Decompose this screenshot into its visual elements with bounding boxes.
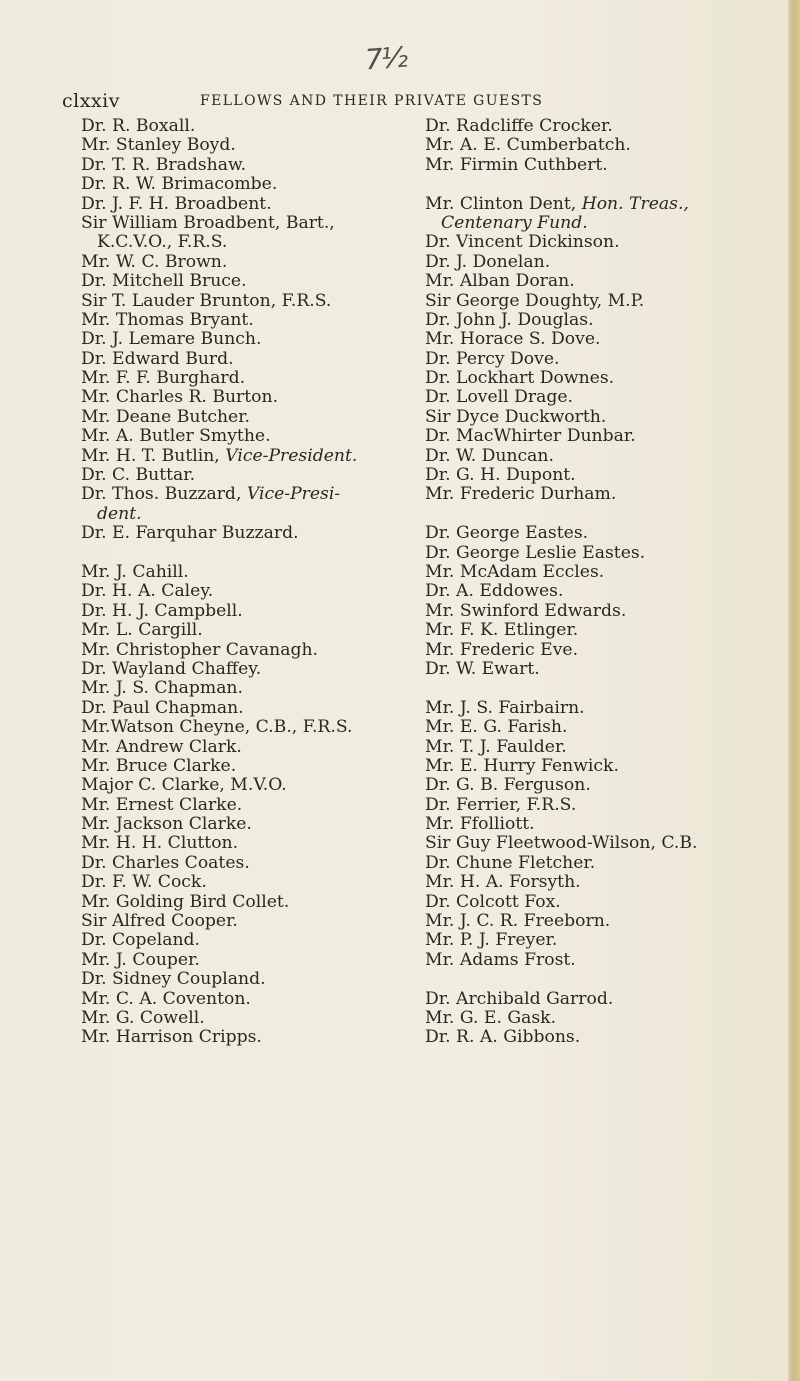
name-entry — [81, 757, 357, 776]
entry-name: Dr. E. Farquhar Buzzard. — [81, 523, 299, 544]
entry-name: Dr. Copeland. — [81, 930, 200, 951]
entry-name: Mr. A. Butler Smythe. — [81, 426, 271, 447]
entry-name: Dr. John J. Douglas. — [425, 309, 594, 330]
entry-name: Dr. W. Ewart. — [425, 658, 540, 679]
running-title: FELLOWS AND THEIR PRIVATE GUESTS — [200, 93, 544, 109]
name-entry — [425, 233, 698, 252]
name-entry — [81, 524, 357, 543]
entry-name: Sir George Doughty, M.P. — [425, 290, 645, 311]
entry-name: Dr. R. A. Gibbons. — [425, 1027, 581, 1048]
name-entry — [81, 408, 357, 427]
entry-name: Mr. Stanley Boyd. — [81, 135, 236, 156]
name-entry — [425, 621, 698, 640]
page-edge — [788, 0, 800, 1381]
entry-name: Dr. George Eastes. — [425, 523, 589, 544]
entry-name: Mr. Thomas Bryant. — [81, 309, 254, 330]
name-entry — [81, 175, 357, 194]
entry-name: Mr. McAdam Eccles. — [425, 561, 605, 582]
entry-name: Dr. George Leslie Eastes. — [425, 542, 646, 563]
entry-name: Mr. Harrison Cripps. — [81, 1027, 262, 1048]
entry-name: Dr. Paul Chapman. — [81, 697, 244, 718]
entry-name: Dr. Ferrier, F.R.S. — [425, 794, 577, 815]
name-entry — [425, 195, 698, 214]
section-gap — [81, 544, 357, 563]
right-name-column — [425, 117, 698, 1048]
entry-name: Mr. F. F. Burghard. — [81, 368, 246, 389]
name-entry — [81, 854, 357, 873]
name-entry — [425, 660, 698, 679]
entry-name: Mr. Horace S. Dove. — [425, 329, 601, 350]
entry-name: Dr. C. Buttar. — [81, 465, 196, 486]
entry-name: Mr. Ernest Clarke. — [81, 794, 243, 815]
entry-name: Mr. Christopher Cavanagh. — [81, 639, 318, 660]
entry-name: Mr. P. J. Freyer. — [425, 930, 558, 951]
name-entry — [81, 912, 357, 931]
name-entry — [81, 330, 357, 349]
name-entry — [425, 931, 698, 950]
entry-name: Sir Dyce Duckworth. — [425, 406, 607, 427]
entry-name: Mr. H. H. Clutton. — [81, 833, 239, 854]
name-entry — [425, 776, 698, 795]
entry-name: Dr. Radcliffe Crocker. — [425, 116, 613, 136]
name-entry — [81, 195, 357, 214]
entry-role: Hon. Treas., — [581, 193, 689, 214]
name-entry — [81, 602, 357, 621]
page-number: clxxiv — [62, 90, 120, 112]
entry-role: Vice-President. — [225, 445, 358, 466]
name-entry — [425, 893, 698, 912]
name-entry — [425, 990, 698, 1009]
entry-name: Mr. Deane Butcher. — [81, 406, 251, 427]
name-entry — [81, 1028, 357, 1047]
left-name-column — [81, 117, 357, 1048]
entry-name: Mr. Swinford Edwards. — [425, 600, 627, 621]
name-entry — [425, 1028, 698, 1047]
entry-name: Dr. R. Boxall. — [81, 116, 196, 136]
name-entry — [81, 272, 357, 291]
name-entry — [425, 1009, 698, 1028]
entry-name: K.C.V.O., F.R.S. — [97, 232, 228, 253]
name-entry — [81, 466, 357, 485]
name-entry — [425, 369, 698, 388]
entry-name: Dr. Charles Coates. — [81, 852, 250, 873]
section-gap — [425, 970, 698, 989]
name-entry — [425, 524, 698, 543]
entry-name: Dr. Edward Burd. — [81, 348, 234, 369]
name-entry — [81, 136, 357, 155]
name-entry — [425, 292, 698, 311]
name-entry — [81, 582, 357, 601]
entry-name: Mr. L. Cargill. — [81, 620, 203, 641]
name-entry — [81, 834, 357, 853]
name-entry — [425, 563, 698, 582]
entry-name: Mr. Clinton Dent, — [425, 193, 582, 214]
entry-name: Mr. G. Cowell. — [81, 1007, 205, 1028]
name-entry — [81, 660, 357, 679]
entry-name: Dr. H. J. Campbell. — [81, 600, 243, 621]
entry-name: Mr. E. Hurry Fenwick. — [425, 755, 619, 776]
entry-role: Vice-Presi- — [246, 484, 341, 505]
name-entry — [81, 233, 357, 252]
name-entry — [81, 893, 357, 912]
name-entry — [425, 388, 698, 407]
entry-name: Sir T. Lauder Brunton, F.R.S. — [81, 290, 332, 311]
name-entry — [425, 253, 698, 272]
entry-name: Mr. F. K. Etlinger. — [425, 620, 579, 641]
entry-name: Mr. J. S. Fairbairn. — [425, 697, 585, 718]
name-entry — [81, 1009, 357, 1028]
entry-name: Mr. H. T. Butlin, — [81, 445, 226, 466]
name-entry — [425, 641, 698, 660]
entry-name: Dr. Wayland Chaffey. — [81, 658, 262, 679]
entry-name: Dr. G. B. Ferguson. — [425, 775, 591, 796]
name-entry — [81, 311, 357, 330]
name-entry — [81, 214, 357, 233]
entry-name: Dr. W. Duncan. — [425, 445, 554, 466]
section-gap — [425, 175, 698, 194]
entry-role: Centenary Fund. — [441, 212, 588, 233]
name-entry — [425, 466, 698, 485]
entry-name: Sir William Broadbent, Bart., — [81, 212, 335, 233]
name-entry — [425, 156, 698, 175]
entry-name: Mr. A. E. Cumberbatch. — [425, 135, 631, 156]
entry-name: Mr. Bruce Clarke. — [81, 755, 237, 776]
name-entry — [81, 931, 357, 950]
name-entry — [425, 699, 698, 718]
name-entry — [425, 408, 698, 427]
entry-name: Mr. Charles R. Burton. — [81, 387, 279, 408]
entry-name: Mr. Firmin Cuthbert. — [425, 154, 608, 175]
name-entry — [425, 272, 698, 291]
name-entry — [425, 544, 698, 563]
entry-name: Dr. J. F. H. Broadbent. — [81, 193, 272, 214]
entry-name: Mr. H. A. Forsyth. — [425, 872, 581, 893]
name-entry — [81, 156, 357, 175]
entry-name: Dr. MacWhirter Dunbar. — [425, 426, 636, 447]
entry-name: Mr. Ffolliott. — [425, 814, 535, 835]
entry-name: Mr. Jackson Clarke. — [81, 814, 252, 835]
entry-name: Mr. Andrew Clark. — [81, 736, 242, 757]
entry-name: Mr. C. A. Coventon. — [81, 988, 251, 1009]
entry-name: Mr. G. E. Gask. — [425, 1007, 557, 1028]
entry-name: Dr. R. W. Brimacombe. — [81, 174, 278, 195]
name-entry — [425, 757, 698, 776]
name-entry — [81, 369, 357, 388]
entry-name: Mr. Frederic Durham. — [425, 484, 617, 505]
entry-name: Mr. J. C. R. Freeborn. — [425, 911, 611, 932]
name-entry — [81, 505, 357, 524]
name-entry — [425, 485, 698, 504]
entry-name: Mr. J. Cahill. — [81, 561, 189, 582]
name-entry — [425, 582, 698, 601]
name-entry — [81, 641, 357, 660]
name-entry — [81, 253, 357, 272]
name-entry — [81, 738, 357, 757]
name-entry — [81, 292, 357, 311]
name-entry — [425, 602, 698, 621]
name-entry — [425, 136, 698, 155]
entry-name: Dr. Lockhart Downes. — [425, 368, 615, 389]
name-entry — [81, 990, 357, 1009]
entry-name: Dr. H. A. Caley. — [81, 581, 214, 602]
name-entry — [81, 776, 357, 795]
entry-name: Dr. Sidney Coupland. — [81, 969, 266, 990]
name-entry — [425, 427, 698, 446]
name-entry — [81, 815, 357, 834]
name-entry — [81, 117, 357, 136]
entry-name: Major C. Clarke, M.V.O. — [81, 775, 287, 796]
entry-name: Dr. Mitchell Bruce. — [81, 271, 247, 292]
name-entry — [425, 951, 698, 970]
name-entry — [425, 718, 698, 737]
entry-name: Mr. J. S. Chapman. — [81, 678, 243, 699]
name-entry — [81, 350, 357, 369]
name-entry — [425, 350, 698, 369]
entry-name: Dr. J. Lemare Bunch. — [81, 329, 262, 350]
name-entry — [81, 679, 357, 698]
entry-name: Sir Alfred Cooper. — [81, 911, 238, 932]
entry-name: Mr.Watson Cheyne, C.B., F.R.S. — [81, 717, 353, 738]
entry-name: Mr. T. J. Faulder. — [425, 736, 567, 757]
section-gap — [425, 505, 698, 524]
name-entry — [81, 485, 357, 504]
entry-name: Mr. Adams Frost. — [425, 949, 576, 970]
section-gap — [425, 679, 698, 698]
name-entry — [425, 912, 698, 931]
name-entry — [81, 388, 357, 407]
entry-name: Sir Guy Fleetwood-Wilson, C.B. — [425, 833, 698, 854]
entry-name: Dr. T. R. Bradshaw. — [81, 154, 247, 175]
pencil-annotation: 7½ — [363, 40, 408, 77]
name-entry — [81, 699, 357, 718]
name-entry — [425, 447, 698, 466]
entry-name: Dr. G. H. Dupont. — [425, 465, 576, 486]
entry-name: Dr. Archibald Garrod. — [425, 988, 614, 1009]
entry-name: Mr. Alban Doran. — [425, 271, 575, 292]
name-entry — [425, 117, 698, 136]
entry-name: Dr. F. W. Cock. — [81, 872, 207, 893]
name-entry — [81, 621, 357, 640]
name-entry — [81, 970, 357, 989]
name-entry — [425, 796, 698, 815]
name-entry — [425, 873, 698, 892]
name-entry — [425, 854, 698, 873]
name-entry — [425, 311, 698, 330]
name-entry — [81, 447, 357, 466]
name-entry — [425, 214, 698, 233]
entry-role: dent. — [97, 503, 142, 524]
name-entry — [425, 815, 698, 834]
entry-name: Mr. J. Couper. — [81, 949, 200, 970]
name-entry — [81, 718, 357, 737]
entry-name: Dr. Vincent Dickinson. — [425, 232, 620, 253]
entry-name: Dr. Chune Fletcher. — [425, 852, 596, 873]
name-entry — [81, 951, 357, 970]
name-entry — [425, 738, 698, 757]
name-entry — [425, 330, 698, 349]
entry-name: Dr. Thos. Buzzard, — [81, 484, 247, 505]
entry-name: Dr. J. Donelan. — [425, 251, 551, 272]
entry-name: Dr. Percy Dove. — [425, 348, 560, 369]
entry-name: Dr. Lovell Drage. — [425, 387, 574, 408]
name-entry — [81, 873, 357, 892]
entry-name: Mr. E. G. Farish. — [425, 717, 568, 738]
entry-name: Mr. Golding Bird Collet. — [81, 891, 290, 912]
entry-name: Dr. Colcott Fox. — [425, 891, 561, 912]
entry-name: Dr. A. Eddowes. — [425, 581, 564, 602]
name-entry — [81, 427, 357, 446]
name-entry — [81, 796, 357, 815]
entry-name: Mr. W. C. Brown. — [81, 251, 228, 272]
name-entry — [81, 563, 357, 582]
name-entry — [425, 834, 698, 853]
entry-name: Mr. Frederic Eve. — [425, 639, 579, 660]
